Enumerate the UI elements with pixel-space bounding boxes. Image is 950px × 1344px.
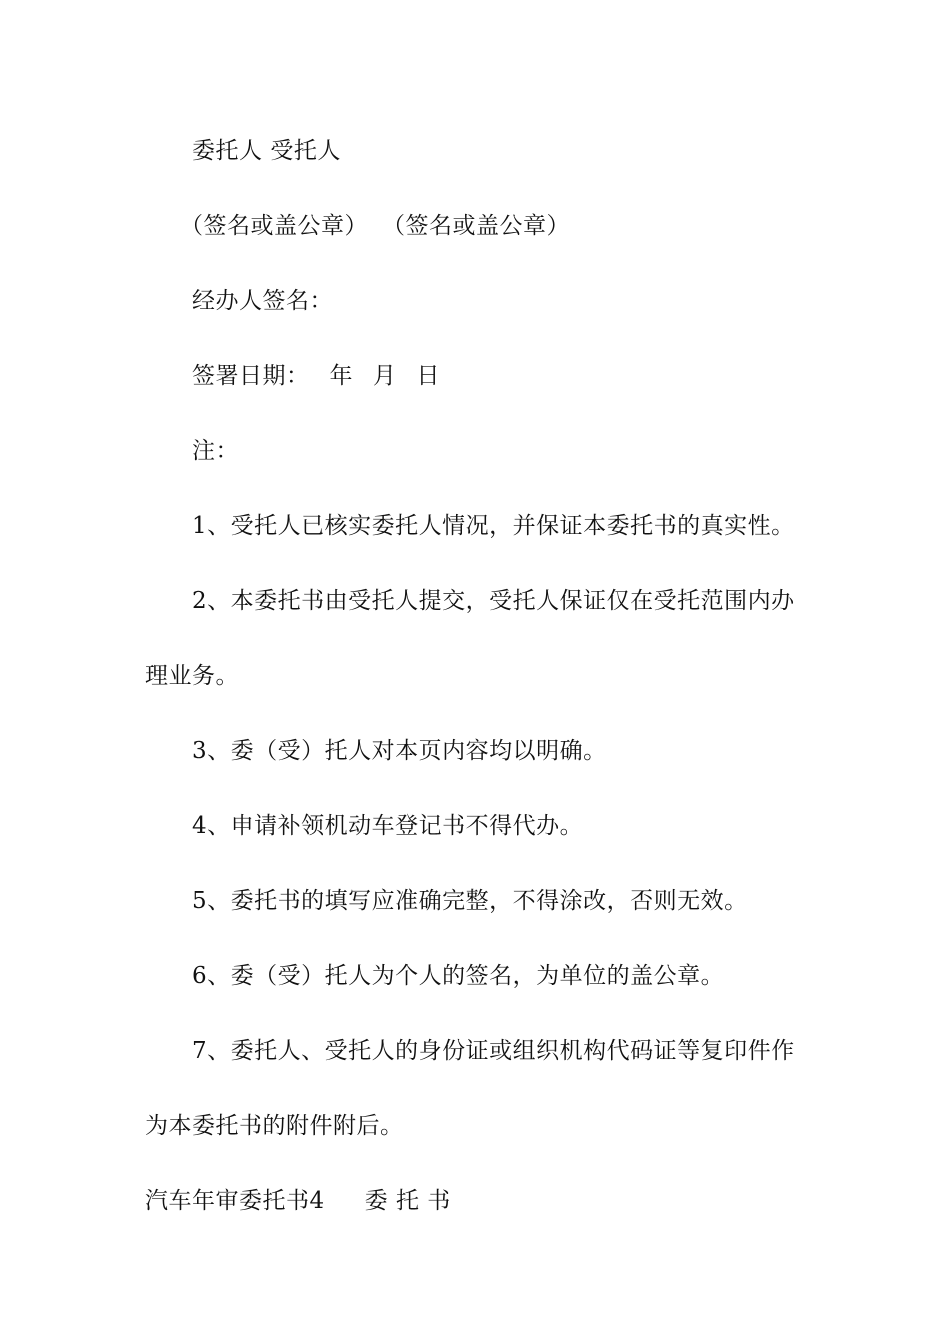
- delegatee-sign-note: （签名或盖公章）: [382, 213, 570, 239]
- delegator-label: 委托人: [192, 138, 263, 164]
- note-item-2-line-2: 理业务。: [145, 663, 239, 689]
- next-section-heading: [145, 1186, 451, 1216]
- note-item-6: 6、委（受）托人为个人的签名，为单位的盖公章。: [192, 963, 725, 989]
- sign-date: [192, 361, 440, 391]
- date-year: 年: [329, 363, 353, 389]
- note-item-4: 4、申请补领机动车登记书不得代办。: [192, 813, 584, 839]
- signature-parties: [192, 136, 341, 166]
- notes-heading: 注：: [192, 438, 239, 464]
- delegatee-label: 受托人: [270, 138, 341, 164]
- note-item-1: 1、受托人已核实委托人情况，并保证本委托书的真实性。: [192, 513, 795, 539]
- note-item-3: 3、委（受）托人对本页内容均以明确。: [192, 738, 607, 764]
- note-item-2-line-1: 2、本委托书由受托人提交，受托人保证仅在受托范围内办: [192, 588, 795, 614]
- note-item-5: 5、委托书的填写应准确完整，不得涂改，否则无效。: [192, 888, 748, 914]
- next-section-subtitle: 委 托 书: [364, 1188, 451, 1214]
- note-item-7-line-1: 7、委托人、受托人的身份证或组织机构代码证等复印件作: [192, 1038, 795, 1064]
- signature-notes: [180, 211, 570, 241]
- note-item-7-line-2: 为本委托书的附件附后。: [145, 1113, 404, 1139]
- date-day: 日: [416, 363, 440, 389]
- next-section-title: 汽车年审委托书4: [145, 1188, 325, 1214]
- handler-signature: 经办人签名：: [192, 288, 333, 314]
- delegator-sign-note: （签名或盖公章）: [180, 213, 368, 239]
- date-month: 月: [373, 363, 397, 389]
- sign-date-label: 签署日期：: [192, 363, 310, 389]
